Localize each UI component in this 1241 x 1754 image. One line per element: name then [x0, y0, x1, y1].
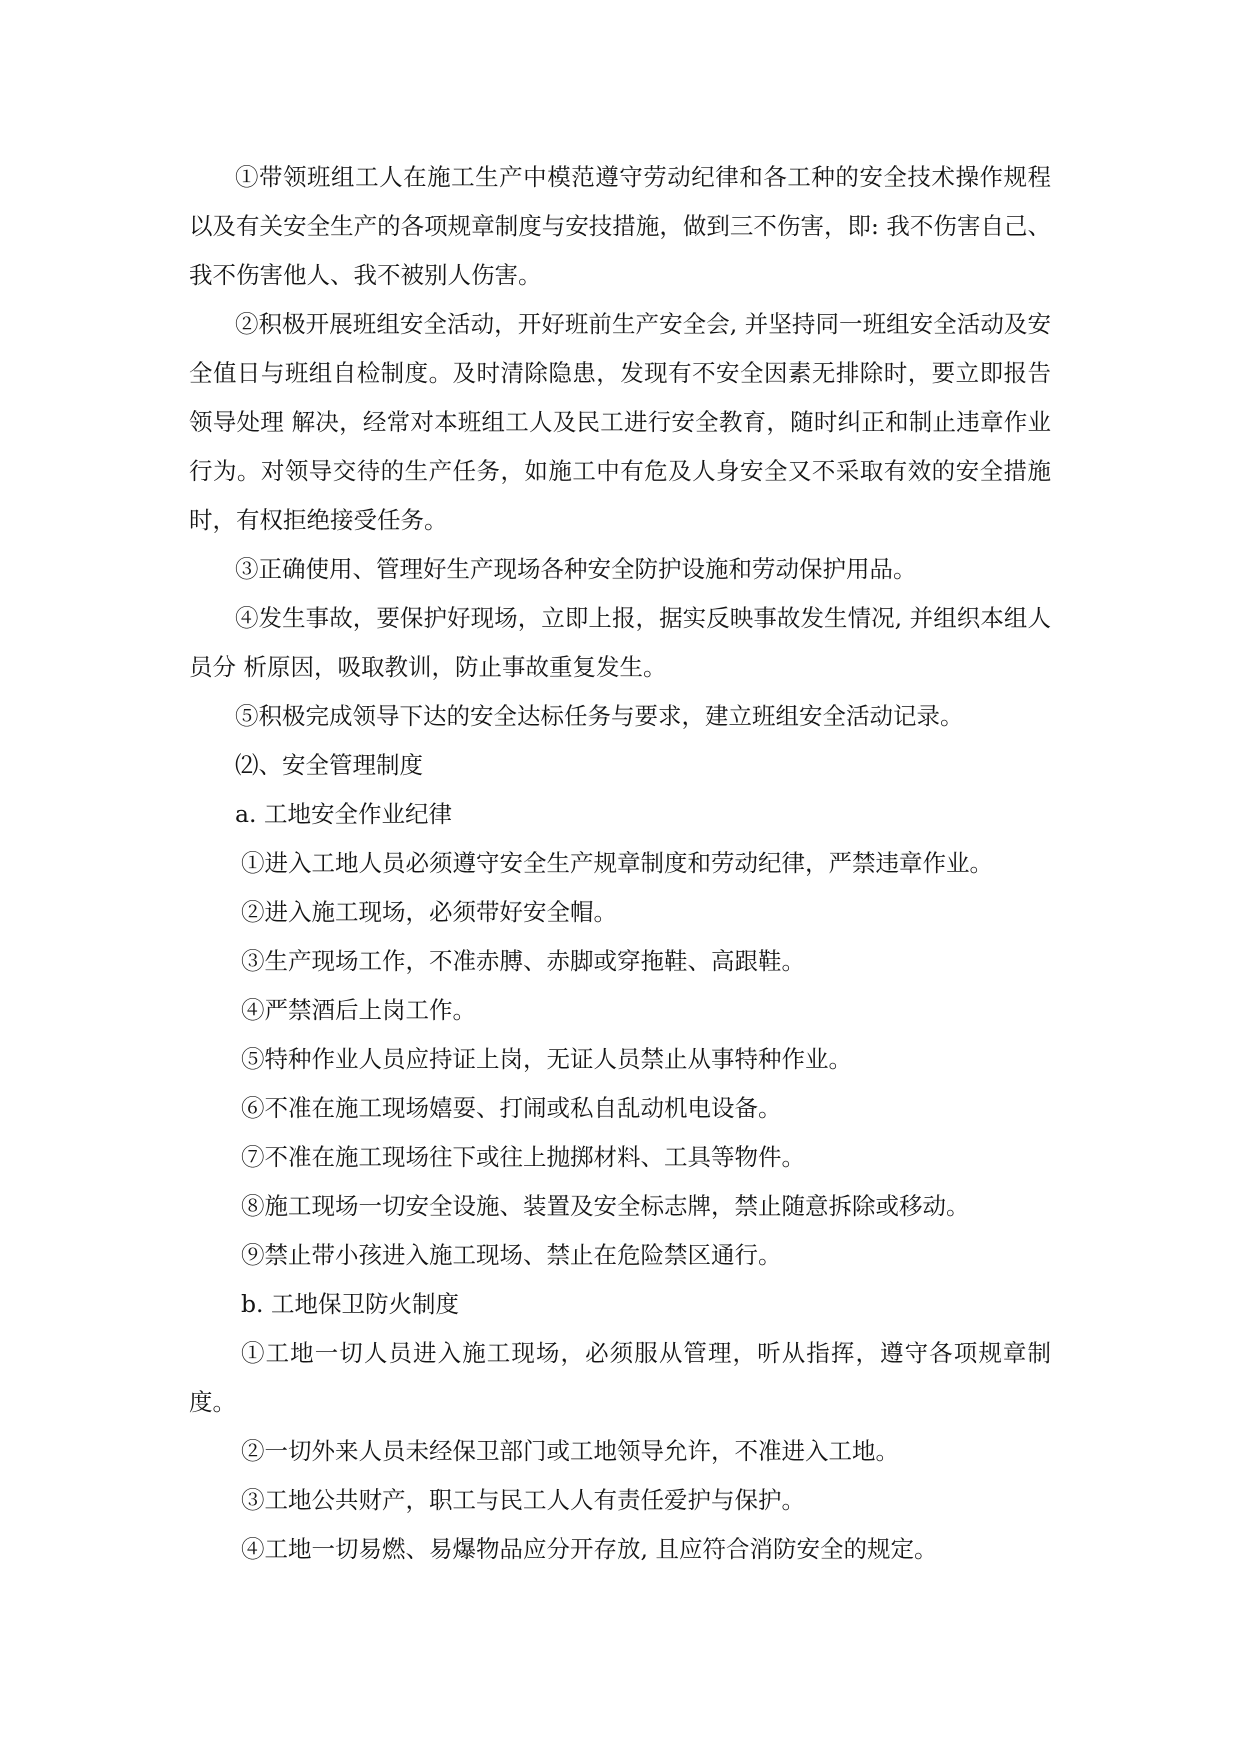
- discipline-item-1: ①进入工地人员必须遵守安全生产规章制度和劳动纪律，严禁违章作业。: [241, 849, 993, 877]
- section-heading: ⑵、安全管理制度: [235, 751, 423, 779]
- document-body: [189, 153, 1051, 1574]
- discipline-item-7: ⑦不准在施工现场往下或往上抛掷材料、工具等物件。: [241, 1143, 805, 1171]
- paragraph-duty-1: ①带领班组工人在施工生产中模范遵守劳动纪律和各工种的安全技术操作规程以及有关安全生产的各项规章制度与安技措施，做到三不伤害，即: 我不伤害自己、我不伤害他人、我不被别人伤害。: [189, 163, 1051, 289]
- fire-safety-item-1: ①工地一切人员进入施工现场，必须服从管理，听从指挥，遵守各项规章制度。: [189, 1339, 1051, 1416]
- paragraph-duty-2: ②积极开展班组安全活动，开好班前生产安全会, 并坚持同一班组安全活动及安全值日与班组自检制度。及时清除隐患，发现有不安全因素无排除时，要立即报告领导处理 解决，经常对本班组工人及民工进行安全教育，随时纠正和制止违章作业行为。对领导交待的生产任务，如施工中有危及人身安全又不采取有效的安全措施时，有权拒绝接受任务。: [189, 310, 1051, 534]
- discipline-item-5: ⑤特种作业人员应持证上岗，无证人员禁止从事特种作业。: [241, 1045, 852, 1073]
- discipline-item-2: ②进入施工现场，必须带好安全帽。: [241, 898, 617, 926]
- paragraph-duty-3: ③正确使用、管理好生产现场各种安全防护设施和劳动保护用品。: [235, 555, 917, 583]
- fire-safety-item-2: ②一切外来人员未经保卫部门或工地领导允许，不准进入工地。: [241, 1437, 899, 1465]
- discipline-item-4: ④严禁酒后上岗工作。: [241, 996, 476, 1024]
- paragraph-duty-4: ④发生事故，要保护好现场，立即上报，据实反映事故发生情况, 并组织本组人员分 析原因，吸取教训，防止事故重复发生。: [189, 604, 1051, 681]
- subsection-a-heading: a. 工地安全作业纪律: [235, 800, 452, 828]
- discipline-item-6: ⑥不准在施工现场嬉耍、打闹或私自乱动机电设备。: [241, 1094, 782, 1122]
- discipline-item-9: ⑨禁止带小孩进入施工现场、禁止在危险禁区通行。: [241, 1241, 782, 1269]
- fire-safety-item-4: ④工地一切易燃、易爆物品应分开存放, 且应符合消防安全的规定。: [241, 1535, 938, 1563]
- fire-safety-item-3: ③工地公共财产，职工与民工人人有责任爱护与保护。: [241, 1486, 805, 1514]
- subsection-b-heading: b. 工地保卫防火制度: [241, 1290, 459, 1318]
- discipline-item-8: ⑧施工现场一切安全设施、装置及安全标志牌，禁止随意拆除或移动。: [241, 1192, 970, 1220]
- discipline-item-3: ③生产现场工作，不准赤膊、赤脚或穿拖鞋、高跟鞋。: [241, 947, 805, 975]
- paragraph-duty-5: ⑤积极完成领导下达的安全达标任务与要求，建立班组安全活动记录。: [235, 702, 964, 730]
